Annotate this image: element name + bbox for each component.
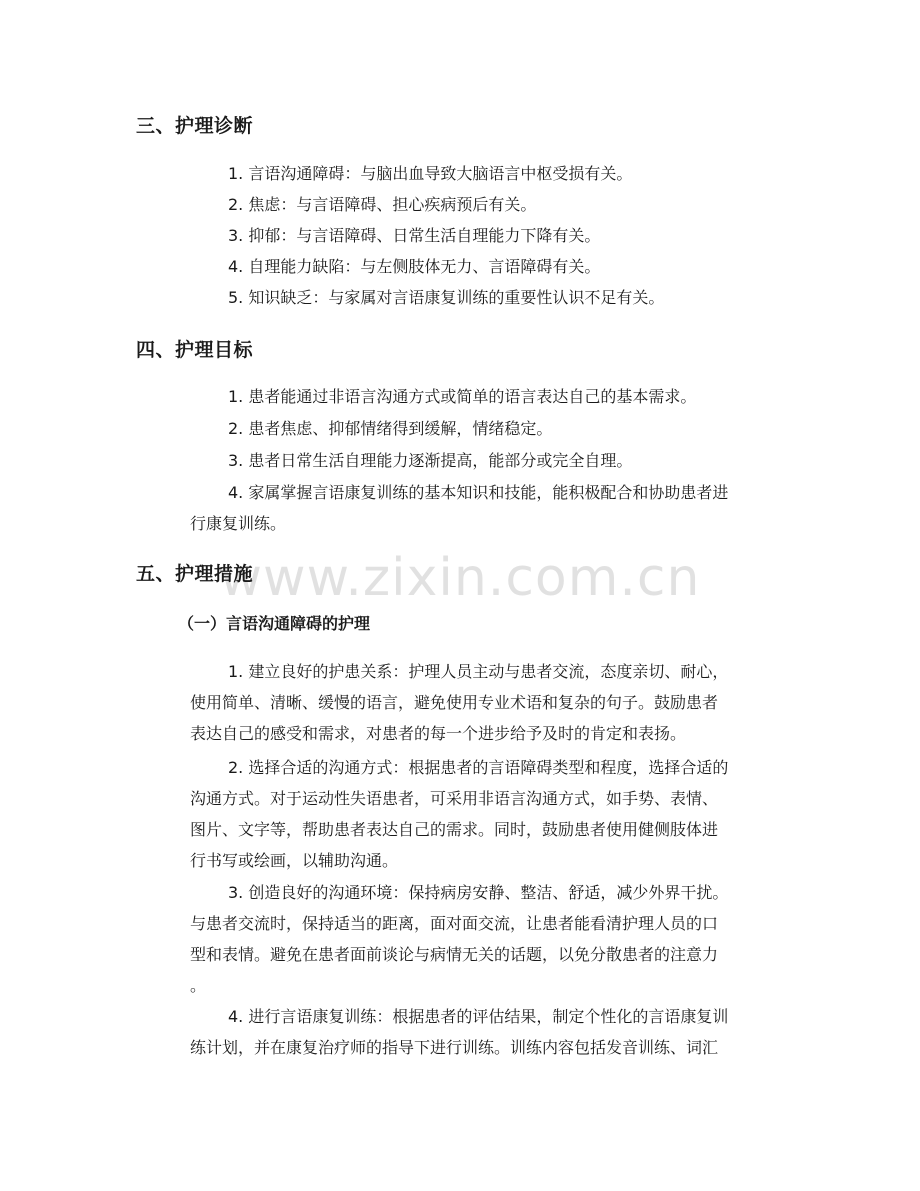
paragraph-line: 。 [190, 976, 207, 995]
paragraph-line: 使用简单、清晰、缓慢的语言，避免使用专业术语和复杂的句子。鼓励患者 [190, 693, 719, 712]
measure-paragraph-4 [190, 1001, 790, 1063]
diagnosis-item: 5. 知识缺乏：与家属对言语康复训练的重要性认识不足有关。 [228, 288, 665, 307]
paragraph-line: 图片、文字等，帮助患者表达自己的需求。同时，鼓励患者使用健侧肢体进 [190, 820, 719, 839]
paragraph-line: 4. 进行言语康复训练：根据患者的评估结果，制定个性化的言语康复训 [228, 1007, 729, 1026]
section-heading-measures: 五、护理措施 [136, 563, 254, 585]
paragraph-line: 行书写或绘画，以辅助沟通。 [190, 851, 399, 870]
paragraph-line: 与患者交流时，保持适当的距离，面对面交流，让患者能看清护理人员的口 [190, 914, 719, 933]
goal-item: 3. 患者日常生活自理能力逐渐提高，能部分或完全自理。 [228, 451, 633, 470]
goal-item: 1. 患者能通过非语言沟通方式或简单的语言表达自己的基本需求。 [228, 387, 697, 406]
goal-item: 2. 患者焦虑、抑郁情绪得到缓解，情绪稳定。 [228, 419, 553, 438]
diagnosis-item: 4. 自理能力缺陷：与左侧肢体无力、言语障碍有关。 [228, 257, 601, 276]
goal-item-4 [190, 477, 790, 539]
sub-heading-communication: （一）言语沟通障碍的护理 [178, 614, 371, 633]
paragraph-line: 型和表情。避免在患者面前谈论与病情无关的话题，以免分散患者的注意力 [190, 945, 719, 964]
paragraph-line: 表达自己的感受和需求，对患者的每一个进步给予及时的肯定和表扬。 [190, 724, 687, 743]
paragraph-line: 3. 创造良好的沟通环境：保持病房安静、整洁、舒适，减少外界干扰。 [228, 883, 729, 902]
section-heading-goals: 四、护理目标 [136, 339, 254, 361]
diagnosis-item: 3. 抑郁：与言语障碍、日常生活自理能力下降有关。 [228, 226, 601, 245]
paragraph-line: 2. 选择合适的沟通方式：根据患者的言语障碍类型和程度，选择合适的 [228, 758, 729, 777]
paragraph-line: 4. 家属掌握言语康复训练的基本知识和技能，能积极配合和协助患者进 [228, 483, 729, 502]
paragraph-line: 练计划，并在康复治疗师的指导下进行训练。训练内容包括发音训练、词汇 [190, 1038, 719, 1057]
paragraph-line: 1. 建立良好的护患关系：护理人员主动与患者交流，态度亲切、耐心， [228, 662, 729, 681]
section-heading-diagnosis: 三、护理诊断 [136, 115, 254, 137]
paragraph-line: 行康复训练。 [190, 514, 287, 533]
diagnosis-item: 1. 言语沟通障碍：与脑出血导致大脑语言中枢受损有关。 [228, 164, 633, 183]
measure-paragraph-1 [190, 656, 790, 749]
measure-paragraph-3 [190, 877, 790, 1001]
diagnosis-item: 2. 焦虑：与言语障碍、担心疾病预后有关。 [228, 195, 537, 214]
watermark: www.zixin.com.cn [219, 548, 701, 608]
paragraph-line: 沟通方式。对于运动性失语患者，可采用非语言沟通方式，如手势、表情、 [190, 789, 719, 808]
measure-paragraph-2 [190, 752, 790, 876]
